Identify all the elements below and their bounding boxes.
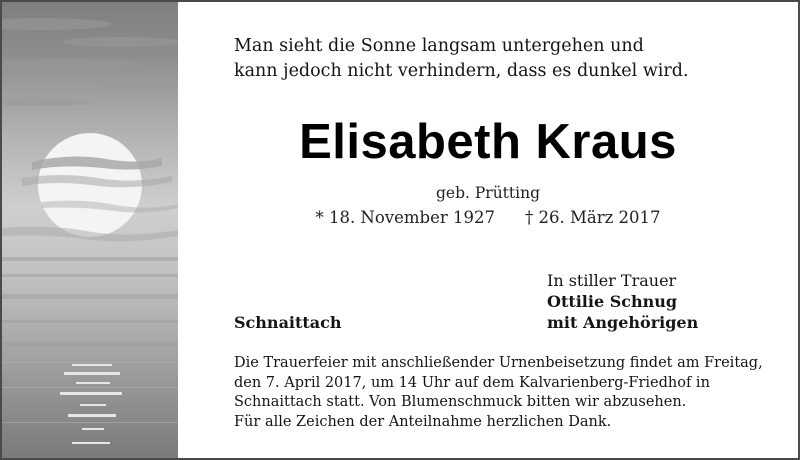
notice-line-2: den 7. April 2017, um 14 Uhr auf dem Kalvarienberg-Friedhof in: [234, 374, 710, 391]
mourners-intro: In stiller Trauer: [547, 271, 677, 290]
mourners-name: Ottilie Schnug: [547, 292, 678, 311]
funeral-notice: [234, 354, 779, 432]
maiden-name: geb. Prütting: [435, 184, 540, 202]
quote: [234, 34, 704, 84]
quote-line-1: Man sieht die Sonne langsam untergehen und: [234, 36, 644, 56]
place: Schnaittach: [234, 313, 342, 332]
notice-line-4: Für alle Zeichen der Anteilnahme herzlichen Dank.: [234, 413, 612, 430]
sunset-sea-photo: [2, 2, 178, 458]
mourners-block: [547, 270, 698, 333]
mourners-family: mit Angehörigen: [547, 313, 699, 332]
deceased-name: Elisabeth Kraus: [299, 115, 677, 169]
sunset-sea-image: [2, 2, 178, 458]
notice-line-1: Die Trauerfeier mit anschließender Urnenbeisetzung findet am Freitag,: [234, 355, 763, 371]
notice-line-3: Schnaittach statt. Von Blumenschmuck bitten wir abzusehen.: [234, 394, 687, 410]
life-dates: [178, 208, 798, 227]
birth-date: * 18. November 1927: [315, 208, 495, 227]
death-date: † 26. März 2017: [525, 208, 661, 227]
quote-line-2: kann jedoch nicht verhindern, dass es dunkel wird.: [234, 61, 689, 81]
